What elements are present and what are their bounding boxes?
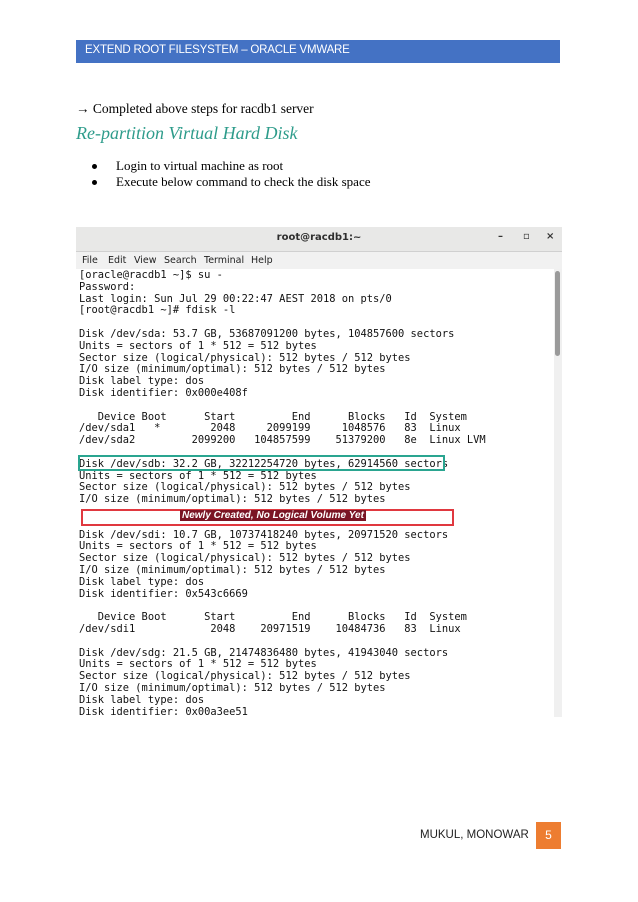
bullet-icon (92, 164, 97, 169)
instruction-list (92, 158, 371, 190)
minimize-icon[interactable]: – (498, 231, 503, 242)
terminal-line: /dev/sdi1 2048 20971519 10484736 83 Linux (79, 623, 461, 635)
maximize-icon[interactable]: ▫ (523, 231, 530, 242)
terminal-line: Disk /dev/sdb: 32.2 GB, 32212254720 bytes, 62914560 sectors (79, 457, 449, 470)
highlight-new-disk (78, 455, 445, 471)
menu-search[interactable]: Search (164, 255, 197, 266)
menu-edit[interactable]: Edit (108, 255, 127, 266)
instruction-item (92, 174, 371, 190)
menu-help[interactable]: Help (251, 255, 273, 266)
terminal-line: Units = sectors of 1 * 512 = 512 bytes (79, 540, 317, 553)
header-title: EXTEND ROOT FILESYSTEM – ORACLE VMWARE (85, 44, 350, 56)
terminal-line: Disk label type: dos (79, 375, 205, 388)
close-icon[interactable]: × (546, 231, 555, 242)
terminal-line: Last login: Sun Jul 29 00:22:47 AEST 2018 on pts/0 (79, 292, 392, 305)
menu-terminal[interactable]: Terminal (204, 255, 245, 266)
terminal-line: Sector size (logical/physical): 512 bytes / 512 bytes (79, 481, 411, 494)
terminal-screenshot (76, 227, 562, 717)
section-title: Re-partition Virtual Hard Disk (76, 123, 298, 143)
terminal-line: Disk label type: dos (79, 693, 205, 706)
terminal-line: Sector size (logical/physical): 512 bytes / 512 bytes (79, 351, 411, 364)
terminal-line: Device Boot Start End Blocks Id System (79, 611, 467, 624)
terminal-line: Disk identifier: 0x00a3ee51 (79, 705, 248, 717)
annotation-label: Newly Created, No Logical Volume Yet (182, 510, 364, 521)
terminal-line: Units = sectors of 1 * 512 = 512 bytes (79, 469, 317, 482)
terminal-line: Sector size (logical/physical): 512 bytes / 512 bytes (79, 670, 411, 683)
completed-steps-line: → Completed above steps for racdb1 server (76, 101, 314, 116)
terminal-line: Disk label type: dos (79, 575, 205, 588)
footer-author: MUKUL, MONOWAR (420, 829, 529, 841)
terminal-line: [root@racdb1 ~]# fdisk -l (79, 304, 236, 317)
terminal-titlebar (76, 227, 562, 252)
terminal-line: /dev/sda2 2099200 104857599 51379200 8e Linux LVM (79, 434, 486, 447)
terminal-line: I/O size (minimum/optimal): 512 bytes / 512 bytes (79, 493, 386, 506)
terminal-line: [oracle@racdb1 ~]$ su - (79, 269, 223, 281)
terminal-line: I/O size (minimum/optimal): 512 bytes / 512 bytes (79, 682, 386, 694)
page-number: 5 (545, 828, 552, 842)
page-number-badge (536, 822, 561, 849)
terminal-line: Units = sectors of 1 * 512 = 512 bytes (79, 339, 317, 352)
menu-view[interactable]: View (134, 255, 157, 266)
instruction-text: Execute below command to check the disk space (116, 174, 371, 189)
menu-file[interactable]: File (82, 255, 98, 266)
terminal-line: Device Boot Start End Blocks Id System (79, 410, 467, 423)
terminal-line: Disk /dev/sdg: 21.5 GB, 21474836480 bytes, 41943040 sectors (79, 646, 449, 659)
terminal-output[interactable] (76, 269, 554, 717)
scrollbar-thumb[interactable] (555, 271, 560, 356)
instruction-text: Login to virtual machine as root (116, 158, 284, 173)
terminal-line: /dev/sda1 * 2048 2099199 1048576 83 Linux (79, 422, 461, 435)
bullet-icon (92, 180, 97, 185)
terminal-line: Sector size (logical/physical): 512 bytes / 512 bytes (79, 552, 411, 565)
terminal-scrollbar[interactable] (554, 269, 562, 717)
terminal-line: Disk /dev/sda: 53.7 GB, 53687091200 bytes, 104857600 sectors (79, 328, 455, 340)
terminal-line: Disk /dev/sdi: 10.7 GB, 10737418240 bytes, 20971520 sectors (79, 528, 449, 541)
terminal-line: Units = sectors of 1 * 512 = 512 bytes (79, 658, 317, 671)
terminal-line: Disk identifier: 0x000e408f (79, 387, 248, 399)
page-header-bar (76, 40, 560, 63)
terminal-line: Password: (79, 280, 136, 293)
terminal-title: root@racdb1:~ (276, 232, 362, 243)
terminal-menubar (76, 252, 562, 269)
terminal-line: I/O size (minimum/optimal): 512 bytes / 512 bytes (79, 564, 386, 576)
terminal-line: I/O size (minimum/optimal): 512 bytes / 512 bytes (79, 363, 386, 376)
instruction-item (92, 158, 371, 174)
terminal-line: Disk identifier: 0x543c6669 (79, 587, 248, 600)
